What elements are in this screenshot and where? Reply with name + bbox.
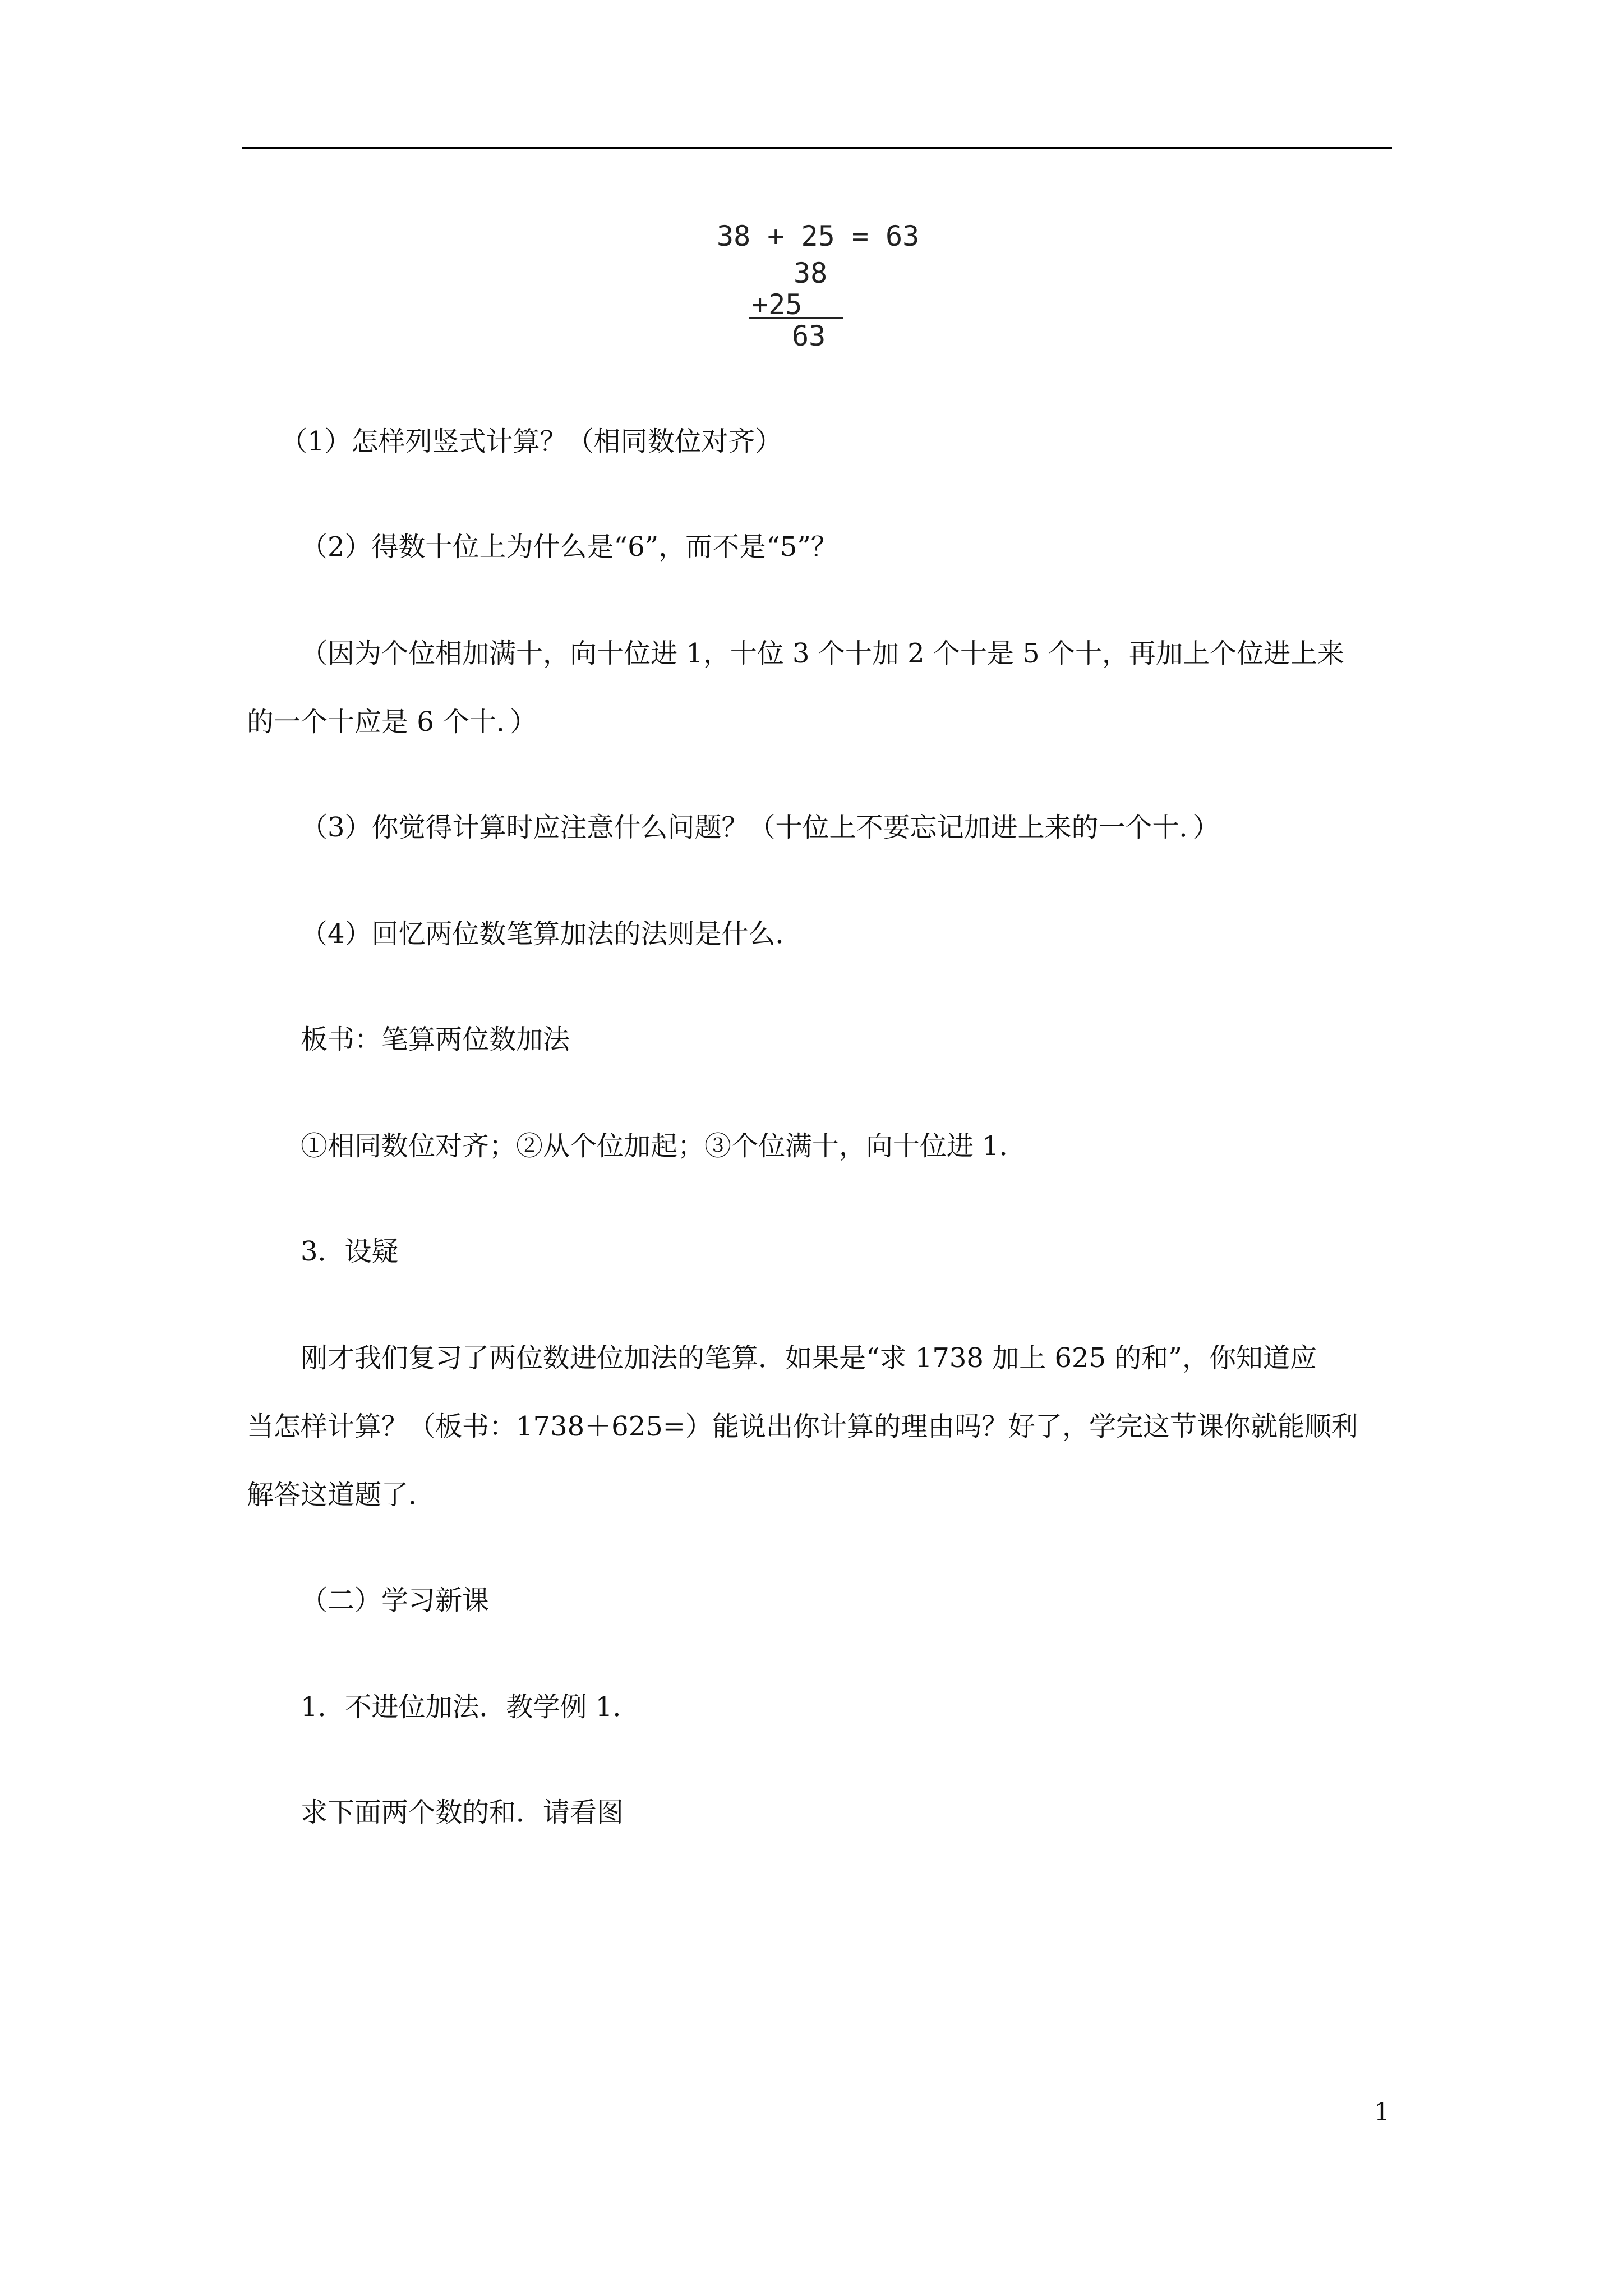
part-2-heading: （二）学习新课: [301, 1585, 490, 1616]
board-title: 板书：笔算两位数加法: [301, 1024, 570, 1055]
equation: 38 + 25 = 63: [717, 220, 920, 252]
answer-2-line-1: （因为个位相加满十，向十位进 1，十位 3 个十加 2 个十是 5 个十，再加上个位进上来: [301, 638, 1344, 669]
item-1-description: 求下面两个数的和．请看图: [301, 1797, 624, 1828]
question-1: （1）怎样列竖式计算？（相同数位对齐）: [280, 426, 782, 457]
item-1-heading: 1．不进位加法．教学例 1．: [301, 1691, 640, 1723]
question-3: （3）你觉得计算时应注意什么问题？（十位上不要忘记加进上来的一个十．）: [301, 812, 1220, 843]
vertical-top-number: 38: [794, 257, 828, 289]
question-2: （2）得数十位上为什么是“6”，而不是“5”？: [301, 531, 838, 563]
question-4: （4）回忆两位数笔算加法的法则是什么．: [301, 918, 803, 950]
intro-line-3: 解答这道题了．: [247, 1479, 436, 1511]
board-rules: ①相同数位对齐；②从个位加起；③个位满十，向十位进 1．: [301, 1130, 1026, 1162]
header-rule: [242, 147, 1392, 149]
section-3-heading: 3．设疑: [301, 1236, 399, 1267]
vertical-result: 63: [792, 320, 826, 352]
answer-2-line-2: 的一个十应是 6 个十．）: [247, 706, 537, 738]
intro-line-2: 当怎样计算？（板书：1738＋625=）能说出你计算的理由吗？好了，学完这节课你就能顺利: [247, 1411, 1358, 1442]
page-number: 1: [1374, 2098, 1390, 2127]
vertical-sum-rule: [749, 317, 843, 319]
vertical-addend: +25: [751, 288, 803, 321]
intro-line-1: 刚才我们复习了两位数进位加法的笔算．如果是“求 1738 加上 625 的和”，你知道应: [301, 1342, 1317, 1374]
